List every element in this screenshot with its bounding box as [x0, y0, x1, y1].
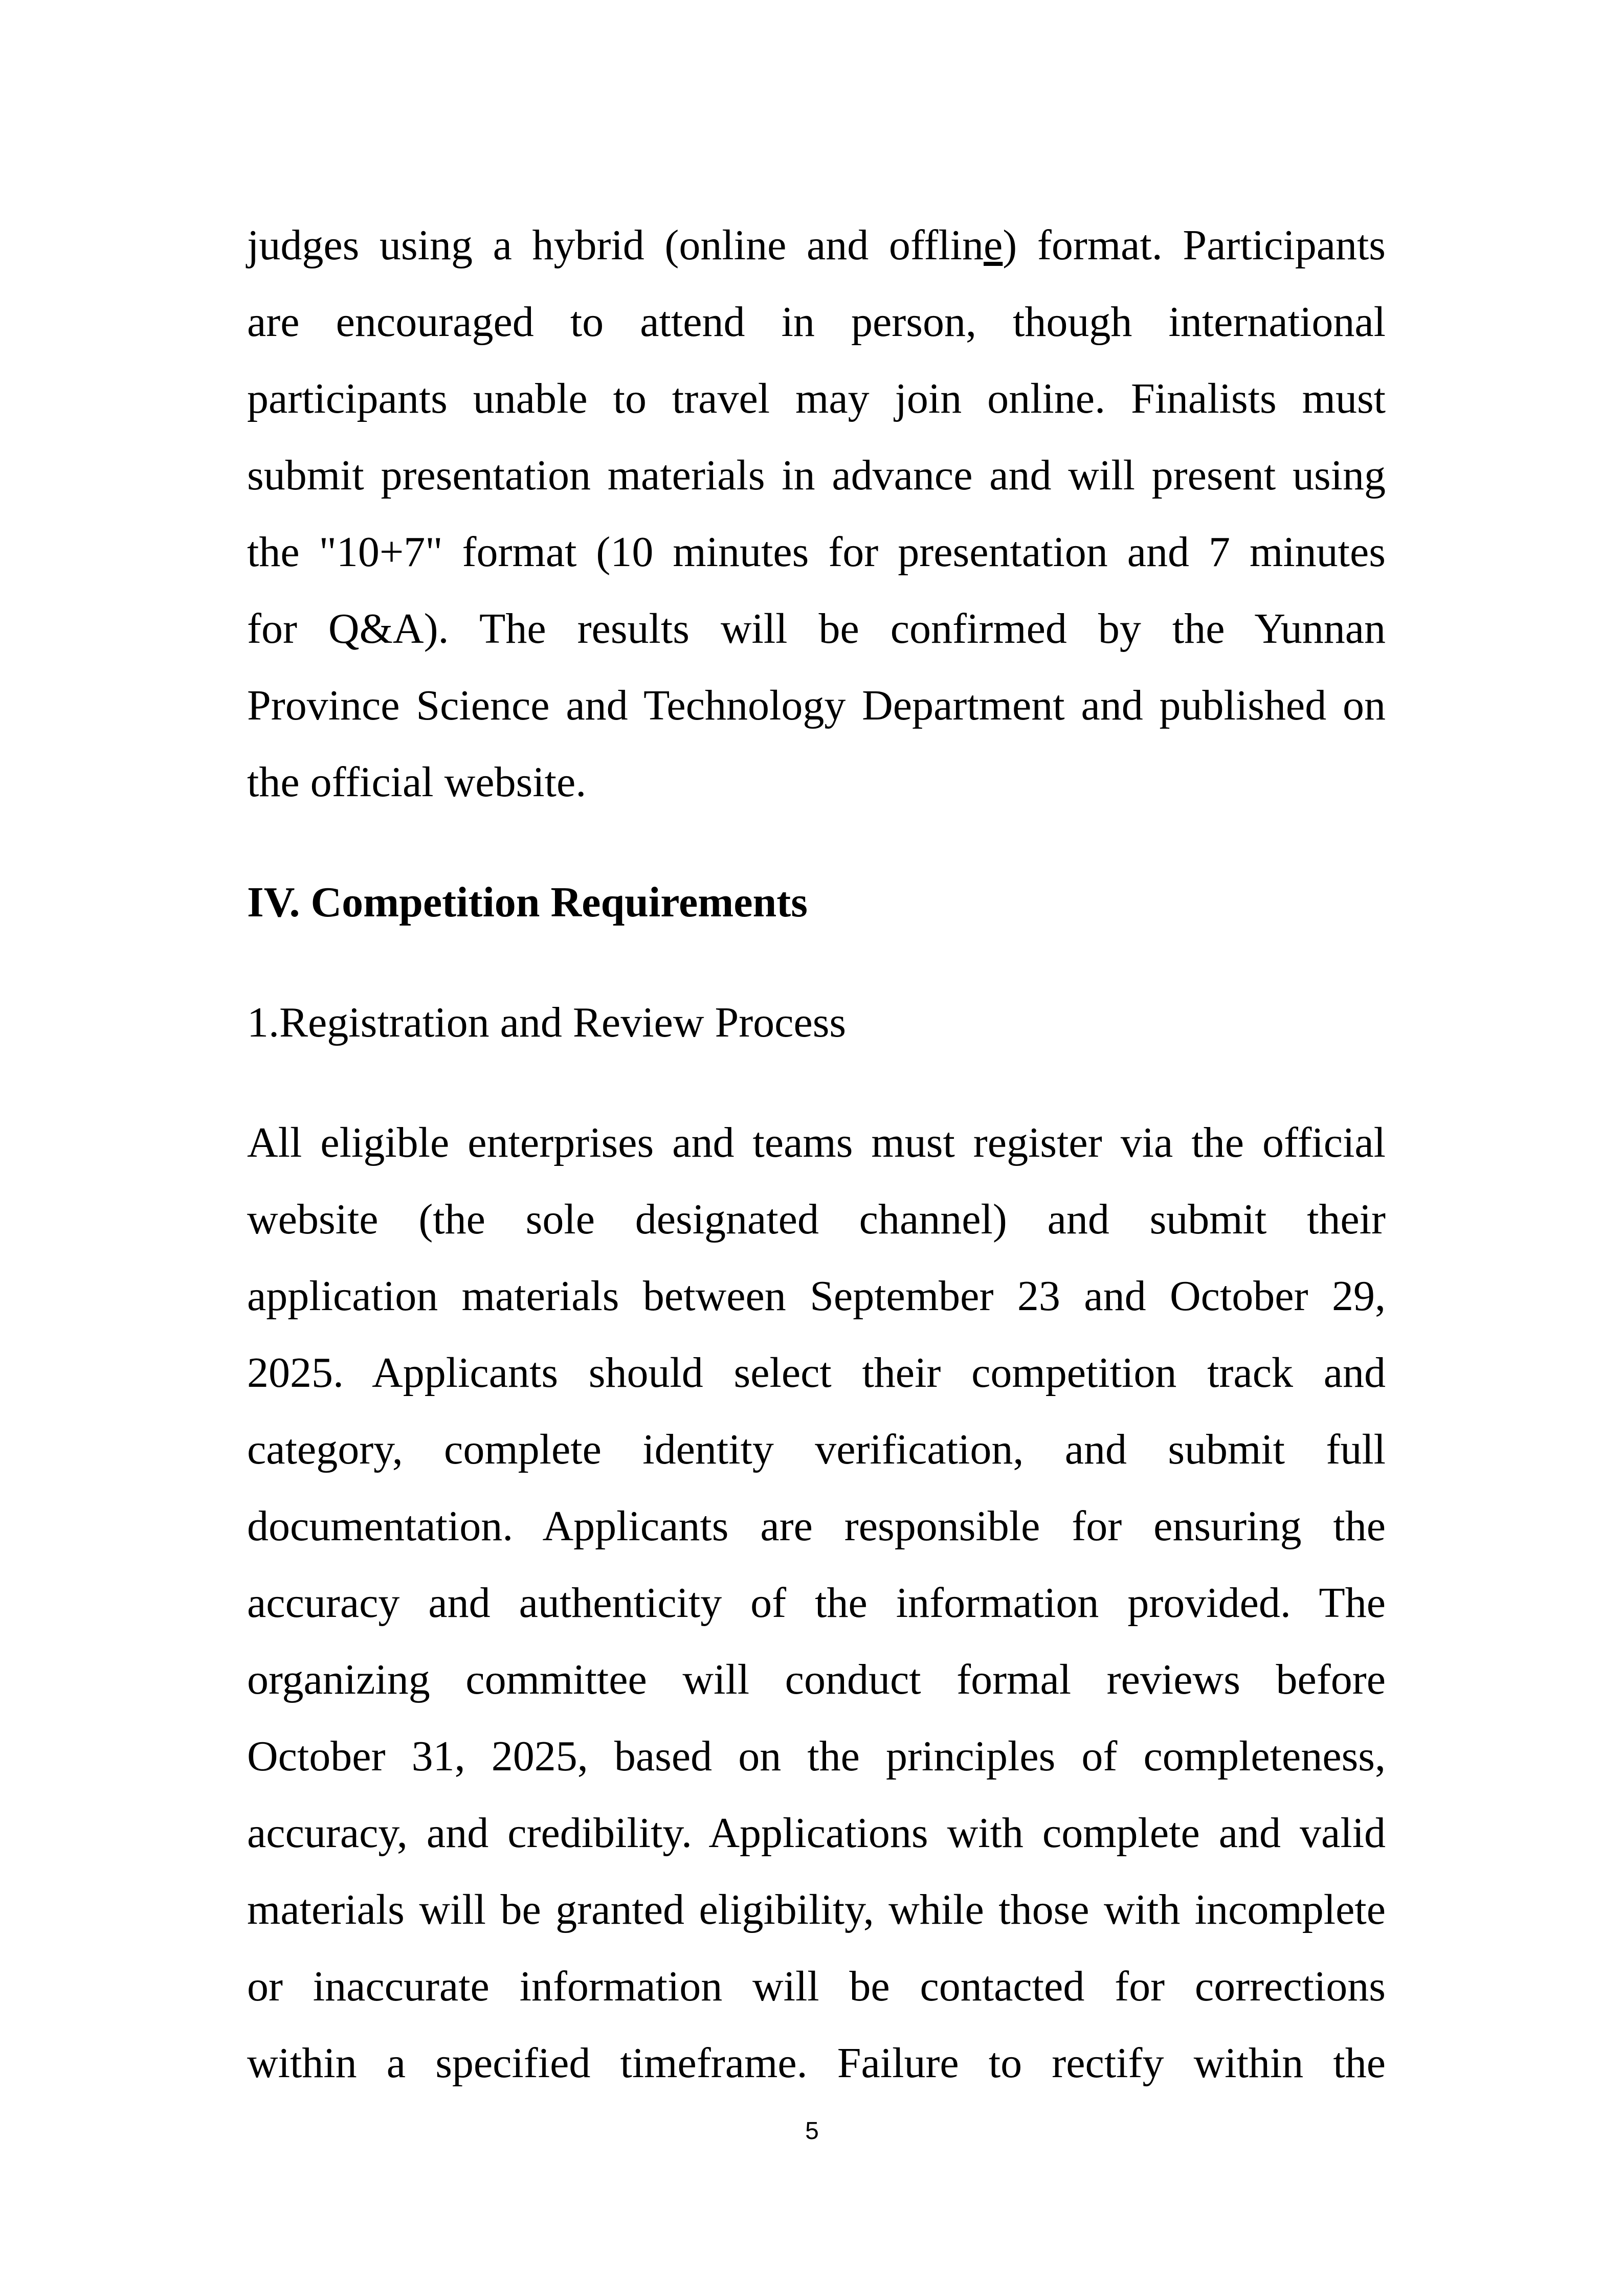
underlined-text: e [984, 221, 1003, 269]
subsection-heading: 1.Registration and Review Process [247, 999, 847, 1046]
paragraph-line: 2025. Applicants should select their competition track and [247, 1349, 1386, 1397]
page-number: 5 [805, 2118, 819, 2145]
paragraph-line [247, 207, 1386, 284]
paragraph-line: participants unable to travel may join online. Finalists must [247, 375, 1386, 422]
section-heading: IV. Competition Requirements [247, 879, 808, 926]
paragraph-line: or inaccurate information will be contacted for corrections [247, 1963, 1386, 2010]
paragraph-line: materials will be granted eligibility, while those with incomplete [247, 1886, 1386, 1933]
paragraph-line: October 31, 2025, based on the principles of completeness, [247, 1732, 1386, 1780]
paragraph-line: documentation. Applicants are responsible for ensuring the [247, 1502, 1386, 1550]
paragraph-line: are encouraged to attend in person, though international [247, 298, 1386, 346]
paragraph-line: organizing committee will conduct formal reviews before [247, 1656, 1386, 1703]
paragraph-line: the official website. [247, 758, 587, 806]
paragraph-line: website (the sole designated channel) and submit their [247, 1196, 1386, 1243]
paragraph-line: Province Science and Technology Department and published on [247, 682, 1386, 729]
paragraph-line: accuracy, and credibility. Applications with complete and valid [247, 1809, 1386, 1857]
paragraph-line: within a specified timeframe. Failure to rectify within the [247, 2039, 1386, 2087]
text-run: judges using a hybrid (online and offlin [247, 221, 984, 269]
paragraph-line: application materials between September 23 and October 29, [247, 1272, 1386, 1320]
paragraph-line: for Q&A). The results will be confirmed by the Yunnan [247, 605, 1386, 652]
paragraph-line: accuracy and authenticity of the information provided. The [247, 1579, 1386, 1627]
text-run: ) format. Participants [1003, 221, 1386, 269]
paragraph-line: the "10+7" format (10 minutes for presentation and 7 minutes [247, 528, 1386, 576]
paragraph-line: All eligible enterprises and teams must register via the official [247, 1119, 1386, 1166]
paragraph-line: category, complete identity verification, and submit full [247, 1426, 1386, 1473]
paragraph-line: submit presentation materials in advance and will present using [247, 452, 1386, 499]
